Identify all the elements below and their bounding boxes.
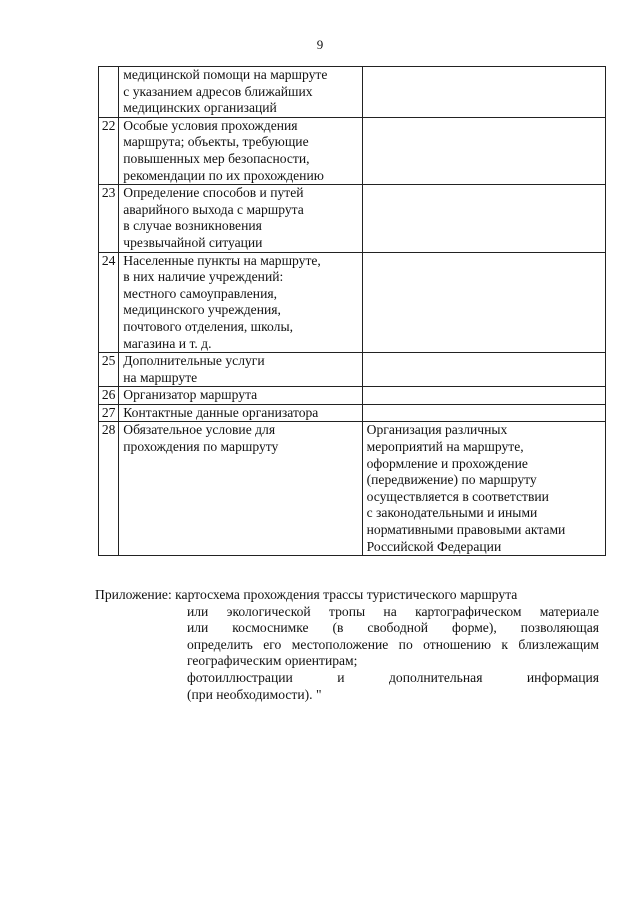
value-cell <box>362 404 605 422</box>
parameter-line: в них наличие учреждений: <box>123 269 284 285</box>
page-number: 9 <box>316 37 324 52</box>
row-number-cell: 23 <box>99 185 119 252</box>
parameter-line: почтового отделения, школы, <box>123 318 293 334</box>
value-cell <box>362 422 605 556</box>
table-row <box>99 353 606 387</box>
parameter-line: Контактные данные организатора <box>123 404 319 420</box>
appendix-line: определить его местоположение по отношению к близлежащим <box>187 636 599 652</box>
parameter-cell <box>119 185 362 252</box>
parameter-cell <box>119 353 362 387</box>
table-row <box>99 185 606 252</box>
parameter-line: аварийного выхода с маршрута <box>123 201 304 217</box>
value-line: Организация различных <box>366 422 508 438</box>
value-cell <box>362 252 605 353</box>
row-number-cell: 22 <box>99 117 119 184</box>
value-cell <box>362 185 605 252</box>
value-cell <box>362 67 605 118</box>
value-cell <box>362 387 605 405</box>
appendix-body <box>187 604 599 704</box>
value-cell <box>362 117 605 184</box>
table-row <box>99 387 606 405</box>
row-number-cell: 26 <box>99 387 119 405</box>
parameter-line: магазина и т. д. <box>123 335 212 351</box>
value-cell <box>362 353 605 387</box>
parameter-cell <box>119 117 362 184</box>
parameter-cell <box>119 67 362 118</box>
parameter-cell <box>119 404 362 422</box>
appendix-line: фотоиллюстрации и дополнительная информация <box>187 669 599 685</box>
row-number-cell: 25 <box>99 353 119 387</box>
parameter-line: Организатор маршрута <box>123 387 258 403</box>
value-line: (передвижение) по маршруту <box>366 472 537 488</box>
parameter-line: в случае возникновения <box>123 218 262 234</box>
row-number-cell: 24 <box>99 252 119 353</box>
parameter-line: медицинской помощи на маршруте <box>123 67 328 82</box>
parameter-line: прохождения по маршруту <box>123 439 279 455</box>
parameter-line: медицинских организаций <box>123 100 277 116</box>
value-line: Российской Федерации <box>366 538 502 554</box>
parameter-line: Особые условия прохождения <box>123 117 298 133</box>
table-row <box>99 404 606 422</box>
parameter-line: чрезвычайной ситуации <box>123 234 263 250</box>
parameter-cell <box>119 252 362 353</box>
parameter-line: маршрута; объекты, требующие <box>123 134 309 150</box>
parameter-line: повышенных мер безопасности, <box>123 150 310 166</box>
value-line: мероприятий на маршруте, <box>366 439 524 455</box>
table-body <box>99 67 606 556</box>
parameter-line: на маршруте <box>123 369 198 385</box>
parameter-cell <box>119 387 362 405</box>
parameter-line: медицинского учреждения, <box>123 302 281 318</box>
value-line: нормативными правовыми актами <box>366 522 566 538</box>
parameter-cell <box>119 422 362 556</box>
table-row <box>99 422 606 556</box>
appendix-line: географическим ориентирам; <box>187 653 358 669</box>
appendix-line: или космоснимке (в свободной форме), позволяющая <box>187 620 599 636</box>
appendix-line: или экологической тропы на картографическом материале <box>187 603 599 619</box>
appendix-line: (при необходимости). " <box>187 686 322 702</box>
row-number-cell: 27 <box>99 404 119 422</box>
parameter-line: местного самоуправления, <box>123 285 277 301</box>
parameter-line: Дополнительные услуги <box>123 353 265 369</box>
parameter-line: рекомендации по их прохождению <box>123 167 324 183</box>
row-number-cell <box>99 67 119 118</box>
appendix-heading: Приложение: картосхема прохождения трассы туристического маршрута <box>95 587 518 602</box>
value-line: с законодательными и иными <box>366 505 538 521</box>
value-line: осуществляется в соответствии <box>366 488 549 504</box>
parameter-line: Определение способов и путей <box>123 185 304 201</box>
appendix-section <box>95 587 599 703</box>
route-passport-table <box>98 66 606 556</box>
parameter-line: с указанием адресов ближайших <box>123 83 313 99</box>
table-row <box>99 67 606 118</box>
table-row <box>99 252 606 353</box>
value-line: оформление и прохождение <box>366 455 528 471</box>
parameter-line: Населенные пункты на маршруте, <box>123 252 321 268</box>
parameter-line: Обязательное условие для <box>123 422 276 438</box>
table-row <box>99 117 606 184</box>
row-number-cell: 28 <box>99 422 119 556</box>
